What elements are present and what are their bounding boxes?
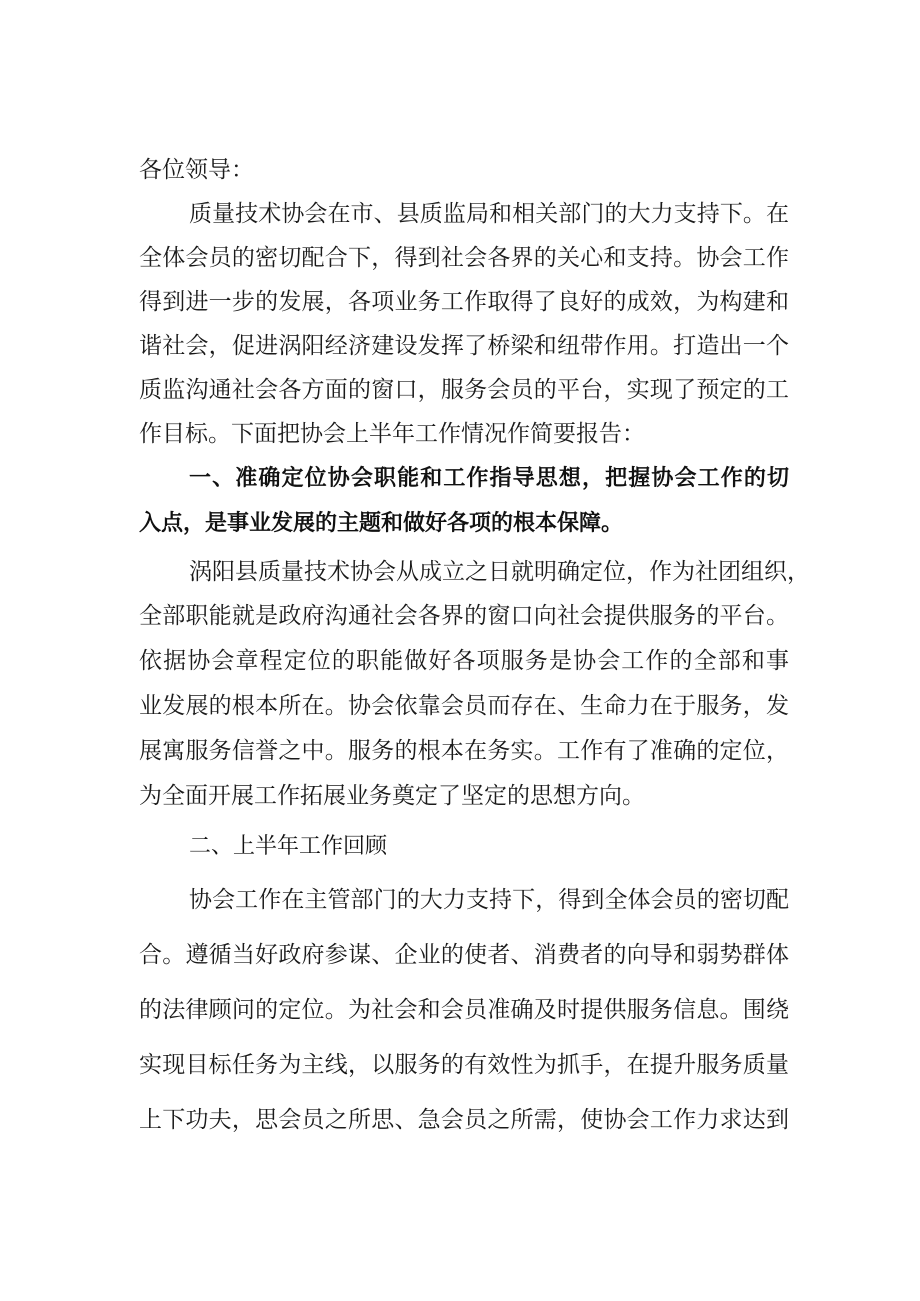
section2-body-line-4: 实现目标任务为主线，以服务的有效性为抓手，在提升服务质量 [139,1052,789,1078]
section2-body-line-3: 的法律顾问的定位。为社会和会员准确及时提供服务信息。围绕 [139,997,789,1023]
section1-heading-line-1: 一、准确定位协会职能和工作指导思想，把握协会工作的切 [189,466,789,491]
intro-line-2: 全体会员的密切配合下，得到社会各界的关心和支持。协会工作 [139,245,789,271]
section1-body-line-1: 涡阳县质量技术协会从成立之日就明确定位，作为社团组织， [189,559,810,585]
section1-body-line-5: 展寓服务信誉之中。服务的根本在务实。工作有了准确的定位， [139,738,789,764]
section1-heading-line-2: 入点，是事业发展的主题和做好各项的根本保障。 [139,511,624,536]
intro-line-1: 质量技术协会在市、县质监局和相关部门的大力支持下。在 [189,201,789,227]
intro-line-4: 谐社会，促进涡阳经济建设发挥了桥梁和纽带作用。打造出一个 [139,333,789,359]
intro-line-6: 作目标。下面把协会上半年工作情况作简要报告： [139,421,645,447]
intro-line-3: 得到进一步的发展，各项业务工作取得了良好的成效，为构建和 [139,289,789,315]
section2-heading: 二、上半年工作回顾 [189,834,388,859]
section2-body-line-1: 协会工作在主管部门的大力支持下，得到全体会员的密切配 [189,887,789,913]
greeting: 各位领导： [139,157,254,183]
section1-body-line-6: 为全面开展工作拓展业务奠定了坚定的思想方向。 [139,783,645,809]
section1-body-line-2: 全部职能就是政府沟通社会各界的窗口向社会提供服务的平台。 [139,603,789,629]
section1-body-line-4: 业发展的根本所在。协会依靠会员而存在、生命力在于服务，发 [139,693,789,719]
intro-line-5: 质监沟通社会各方面的窗口，服务会员的平台，实现了预定的工 [139,377,789,403]
section1-body-line-3: 依据协会章程定位的职能做好各项服务是协会工作的全部和事 [139,648,789,674]
section2-body-line-5: 上下功夫，思会员之所思、急会员之所需，使协会工作力求达到 [139,1107,789,1133]
section2-body-line-2: 合。遵循当好政府参谋、企业的使者、消费者的向导和弱势群体 [139,942,789,968]
